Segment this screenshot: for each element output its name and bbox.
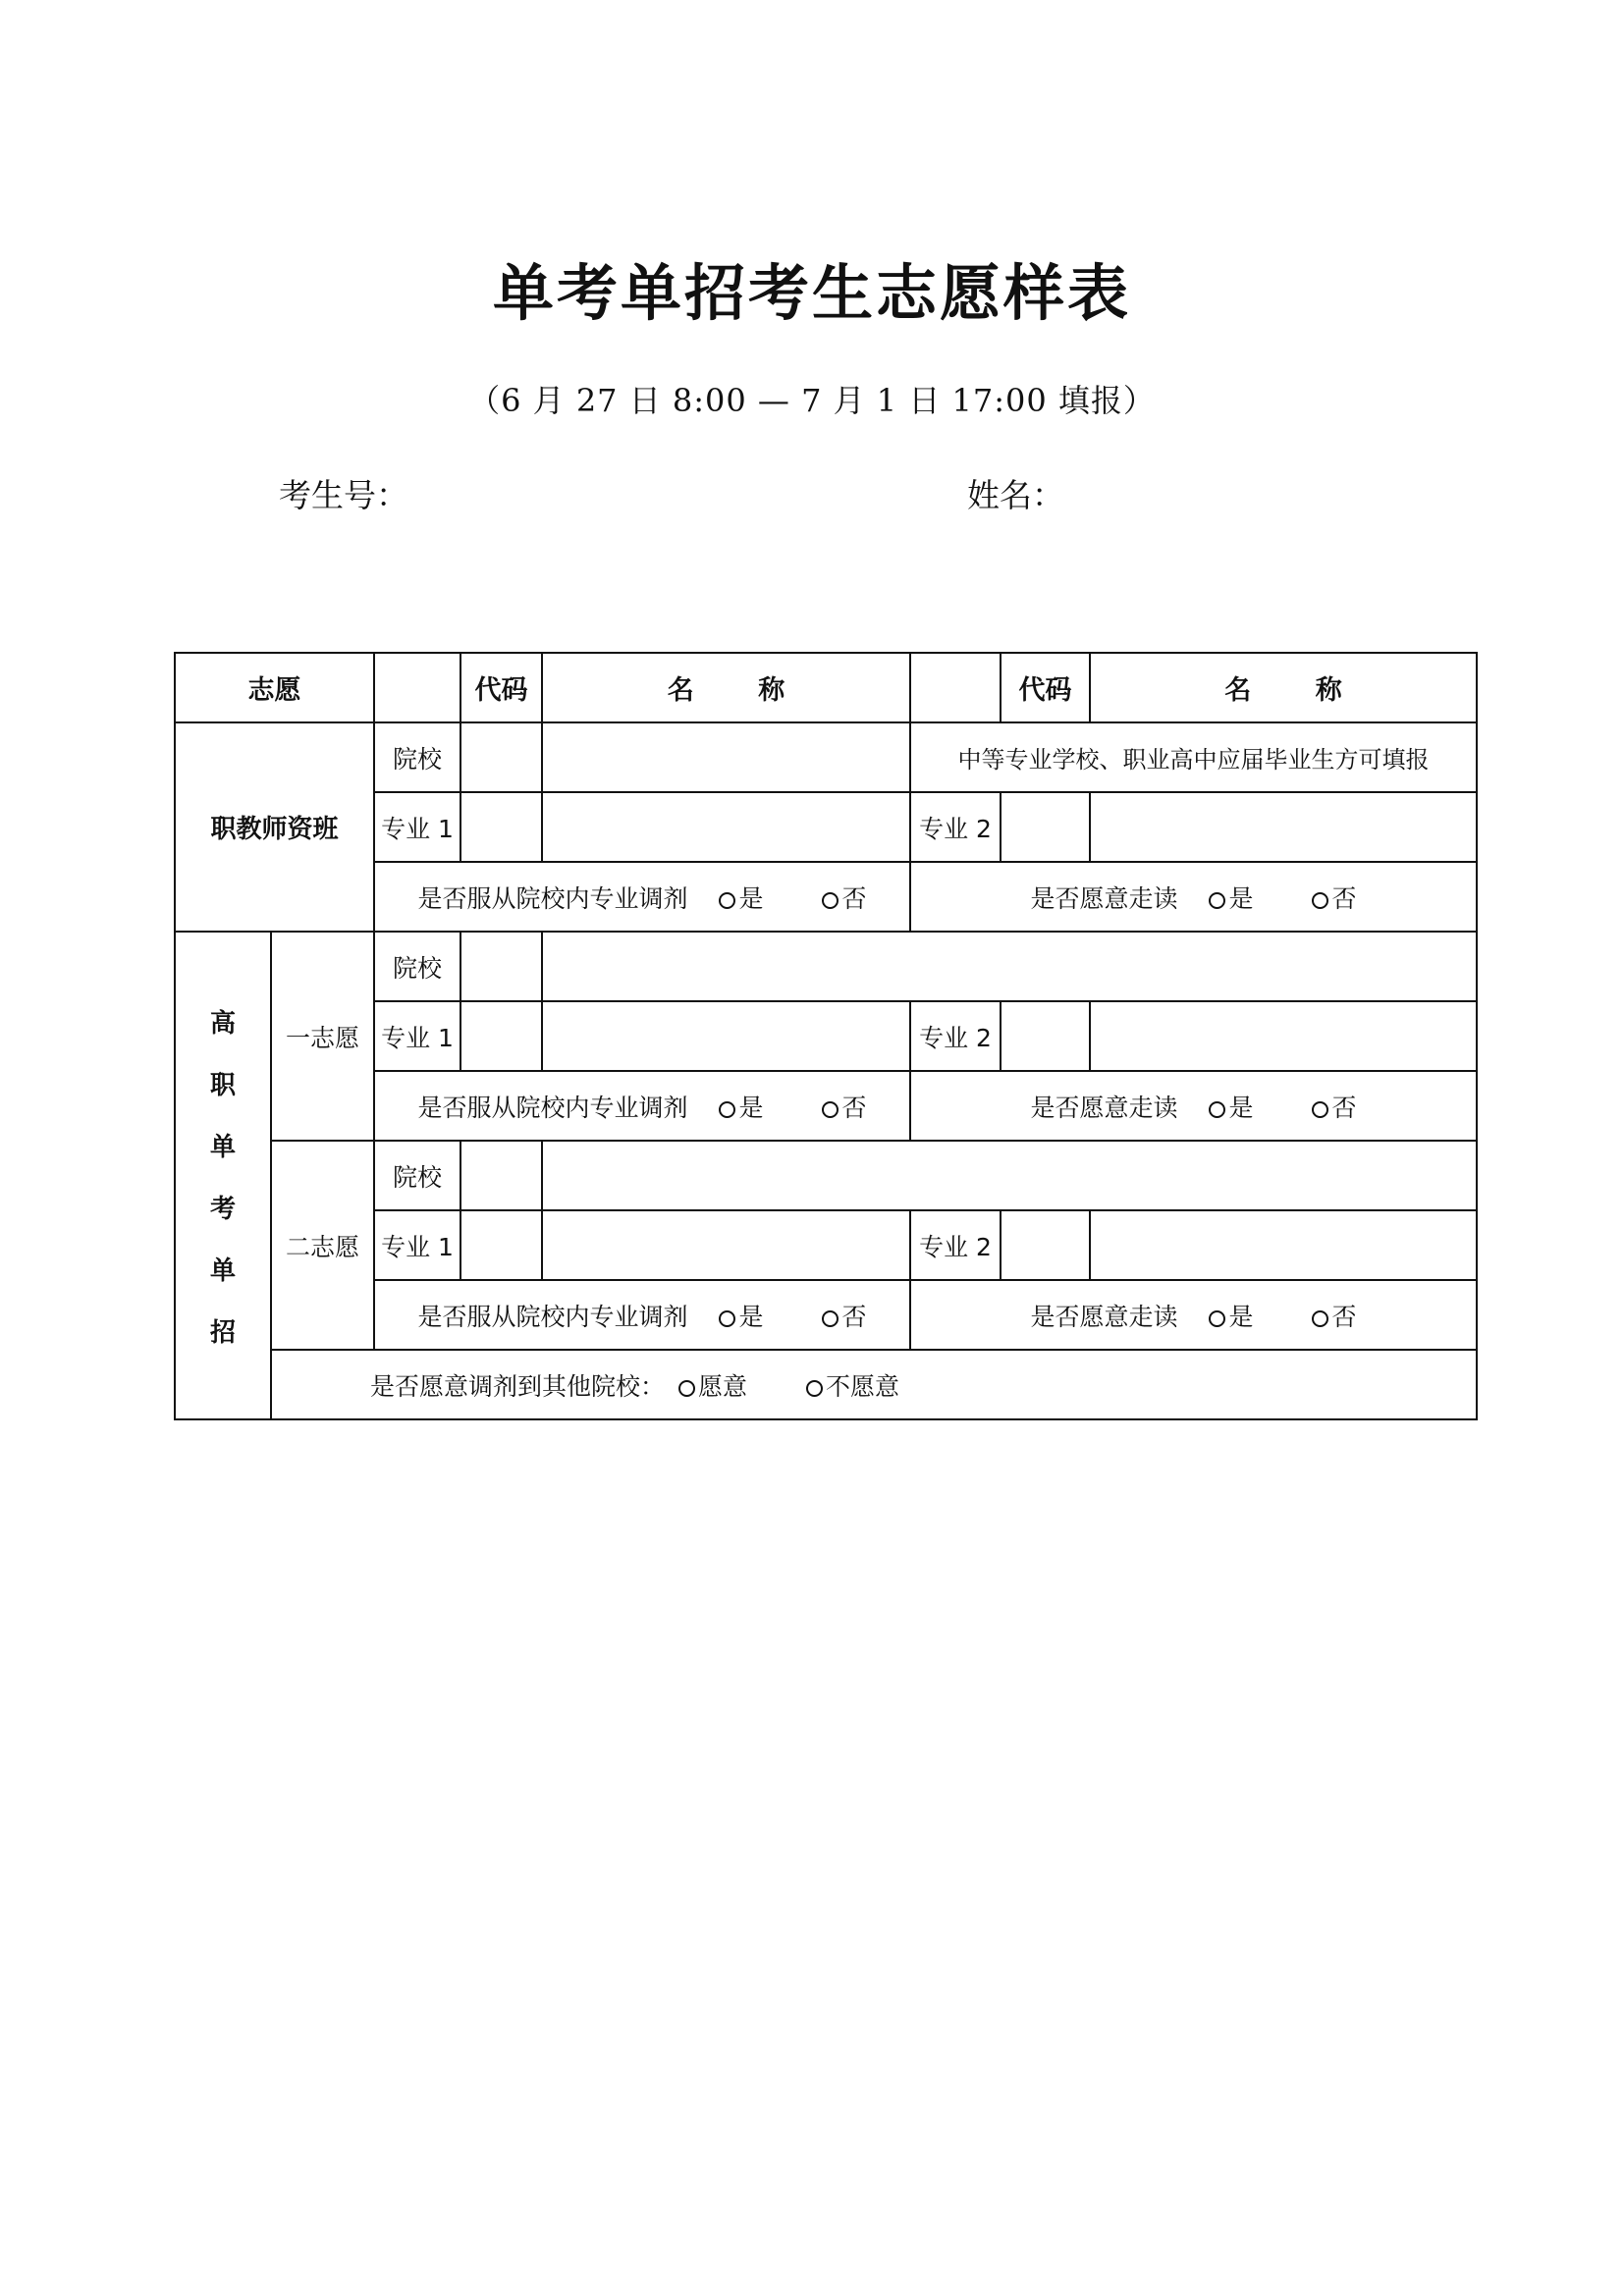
radio-circle-icon[interactable]	[806, 1380, 823, 1397]
header-volunteer: 志愿	[175, 653, 374, 722]
header-empty-2	[910, 653, 1001, 722]
second-obey-no-option[interactable]: 否	[822, 1298, 866, 1333]
second-school-row	[175, 1141, 1477, 1210]
first-major2-code-input[interactable]	[1001, 1001, 1090, 1071]
first-major2-name-input[interactable]	[1090, 1001, 1477, 1071]
first-commute-no-option[interactable]: 否	[1312, 1089, 1356, 1124]
second-commute-no-option[interactable]: 否	[1312, 1298, 1356, 1333]
radio-circle-icon[interactable]	[1209, 1101, 1225, 1118]
radio-circle-icon[interactable]	[719, 1101, 735, 1118]
second-major2-code-input[interactable]	[1001, 1210, 1090, 1280]
student-name-label: 姓名：	[967, 476, 1064, 514]
first-obey-yes-option[interactable]: 是	[719, 1089, 763, 1124]
radio-circle-icon[interactable]	[719, 1310, 735, 1327]
radio-circle-icon[interactable]	[822, 1310, 839, 1327]
second-major1-name-input[interactable]	[542, 1210, 910, 1280]
second-major1-label: 专业 1	[374, 1210, 460, 1280]
hv-section-char: 单	[209, 1255, 236, 1286]
fill-period: （6 月 27 日 8:00 — 7 月 1 日 17:00 填报）	[468, 382, 1156, 419]
vtc-school-name-input[interactable]	[542, 722, 910, 792]
first-choice-label: 一志愿	[271, 932, 374, 1141]
first-obey-no-option[interactable]: 否	[822, 1089, 866, 1124]
vtc-major2-name-input[interactable]	[1090, 792, 1477, 862]
radio-circle-icon[interactable]	[1312, 1310, 1328, 1327]
radio-circle-icon[interactable]	[822, 892, 839, 909]
transfer-willing-option[interactable]: 愿意	[678, 1367, 747, 1403]
first-commute-yes-option[interactable]: 是	[1209, 1089, 1253, 1124]
transfer-to-other-school: 是否愿意调剂到其他院校： 愿意 不愿意	[271, 1350, 1477, 1419]
second-school-label: 院校	[374, 1141, 460, 1210]
header-row	[175, 653, 1477, 722]
second-school-code-input[interactable]	[460, 1141, 542, 1210]
first-school-code-input[interactable]	[460, 932, 542, 1001]
first-major1-label: 专业 1	[374, 1001, 460, 1071]
second-commute-yes-option[interactable]: 是	[1209, 1298, 1253, 1333]
vtc-obey-yes-option[interactable]: 是	[719, 880, 763, 915]
vtc-eligibility-note: 中等专业学校、职业高中应届毕业生方可填报	[910, 722, 1477, 792]
vtc-obey-adjustment: 是否服从院校内专业调剂 是 否	[374, 862, 910, 932]
second-obey-yes-option[interactable]: 是	[719, 1298, 763, 1333]
first-day-student: 是否愿意走读 是 否	[910, 1071, 1477, 1141]
volunteer-form-table	[174, 652, 1478, 1420]
first-school-row	[175, 932, 1477, 1001]
second-major1-code-input[interactable]	[460, 1210, 542, 1280]
radio-circle-icon[interactable]	[678, 1380, 695, 1397]
vtc-commute-yes-option[interactable]: 是	[1209, 880, 1253, 915]
radio-circle-icon[interactable]	[1312, 892, 1328, 909]
second-choice-label: 二志愿	[271, 1141, 374, 1350]
vtc-school-row	[175, 722, 1477, 792]
first-major2-label: 专业 2	[910, 1001, 1001, 1071]
second-major2-name-input[interactable]	[1090, 1210, 1477, 1280]
hv-section-char: 职	[209, 1070, 236, 1100]
exam-number-label: 考生号：	[279, 476, 408, 514]
first-major1-code-input[interactable]	[460, 1001, 542, 1071]
vtc-school-code-input[interactable]	[460, 722, 542, 792]
header-empty-1	[374, 653, 460, 722]
first-school-label: 院校	[374, 932, 460, 1001]
first-school-name-input[interactable]	[542, 932, 1477, 1001]
transfer-row	[175, 1350, 1477, 1419]
vtc-major2-code-input[interactable]	[1001, 792, 1090, 862]
vtc-major1-code-input[interactable]	[460, 792, 542, 862]
hv-section-char: 考	[209, 1194, 236, 1224]
header-name-1: 名 称	[542, 653, 910, 722]
header-code-2: 代码	[1001, 653, 1090, 722]
radio-circle-icon[interactable]	[719, 892, 735, 909]
second-obey-adjustment: 是否服从院校内专业调剂 是 否	[374, 1280, 910, 1350]
radio-circle-icon[interactable]	[1209, 1310, 1225, 1327]
radio-circle-icon[interactable]	[1209, 892, 1225, 909]
vtc-major1-name-input[interactable]	[542, 792, 910, 862]
header-name-2: 名 称	[1090, 653, 1477, 722]
header-code-1: 代码	[460, 653, 542, 722]
second-major2-label: 专业 2	[910, 1210, 1001, 1280]
radio-circle-icon[interactable]	[1312, 1101, 1328, 1118]
transfer-unwilling-option[interactable]: 不愿意	[806, 1367, 899, 1403]
hv-section-char: 招	[209, 1317, 236, 1348]
first-major1-name-input[interactable]	[542, 1001, 910, 1071]
hv-section-char: 单	[209, 1132, 236, 1162]
vtc-obey-no-option[interactable]: 否	[822, 880, 866, 915]
first-obey-adjustment: 是否服从院校内专业调剂 是 否	[374, 1071, 910, 1141]
vtc-school-label: 院校	[374, 722, 460, 792]
vtc-commute-no-option[interactable]: 否	[1312, 880, 1356, 915]
second-school-name-input[interactable]	[542, 1141, 1477, 1210]
vtc-section-label: 职教师资班	[175, 722, 374, 932]
hv-section-char: 高	[209, 1008, 236, 1039]
vtc-major2-label: 专业 2	[910, 792, 1001, 862]
second-day-student: 是否愿意走读 是 否	[910, 1280, 1477, 1350]
hv-section-label	[175, 932, 271, 1419]
radio-circle-icon[interactable]	[822, 1101, 839, 1118]
page-title: 单考单招考生志愿样表	[492, 257, 1131, 329]
vtc-major1-label: 专业 1	[374, 792, 460, 862]
vtc-day-student: 是否愿意走读 是 否	[910, 862, 1477, 932]
